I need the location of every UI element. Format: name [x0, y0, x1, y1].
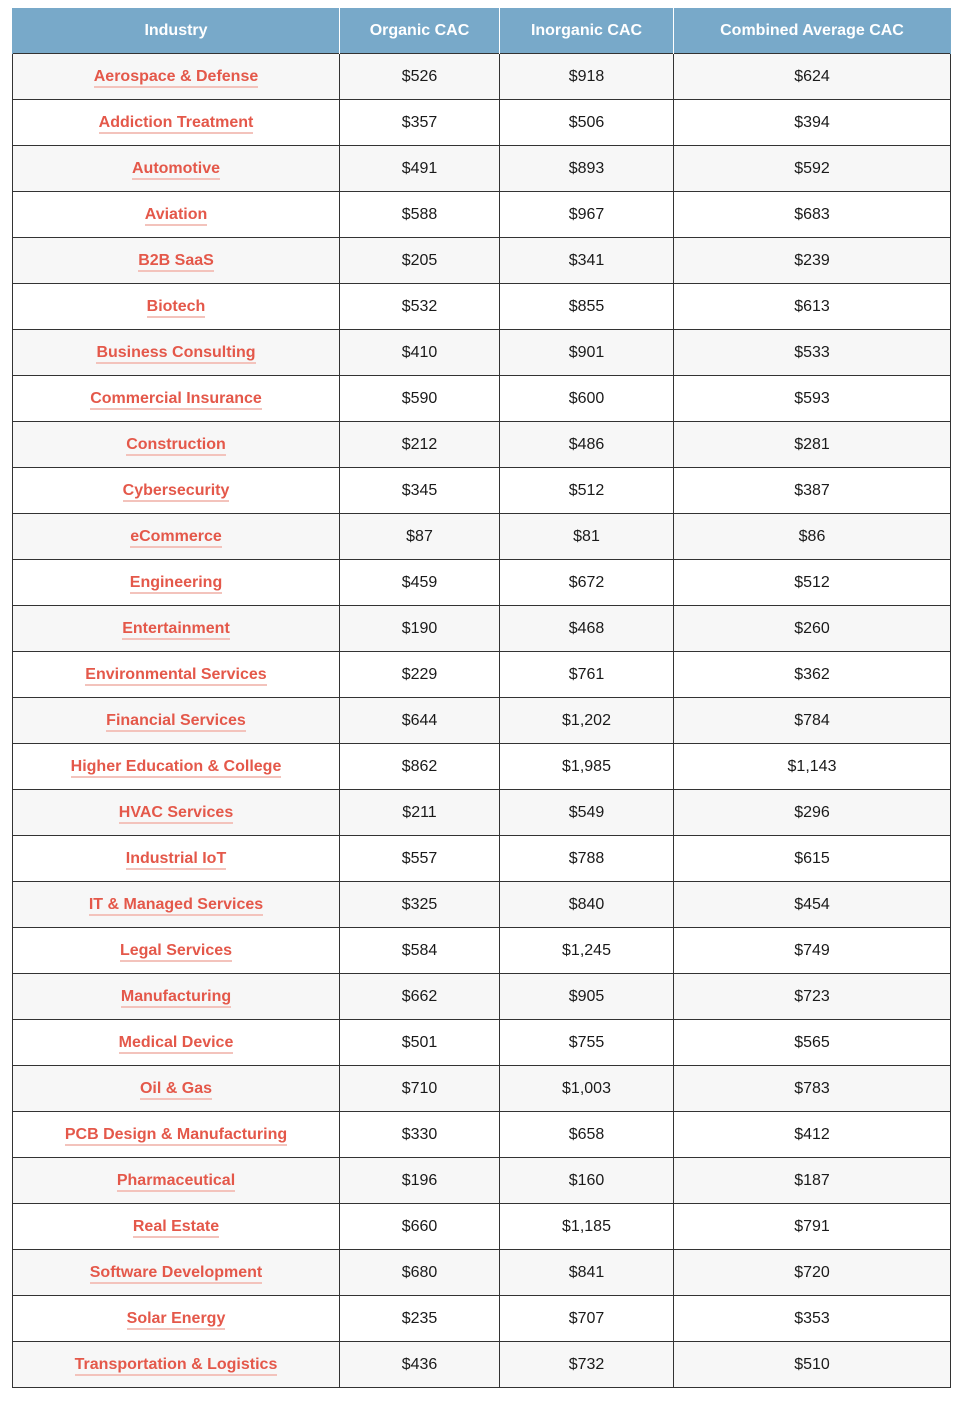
industry-cell [13, 100, 340, 146]
organic-cac-cell: $557 [340, 836, 500, 882]
combined-cac-cell: $783 [674, 1066, 951, 1112]
industry-link[interactable]: Commercial Insurance [90, 390, 262, 410]
industry-link[interactable]: Construction [126, 436, 226, 456]
industry-link[interactable]: Medical Device [119, 1034, 234, 1054]
inorganic-cac-cell: $341 [500, 238, 674, 284]
industry-link[interactable]: Entertainment [122, 620, 230, 640]
industry-cell [13, 790, 340, 836]
industry-cell [13, 882, 340, 928]
inorganic-cac-cell: $658 [500, 1112, 674, 1158]
industry-cell [13, 54, 340, 100]
organic-cac-cell: $590 [340, 376, 500, 422]
industry-link[interactable]: Biotech [147, 298, 206, 318]
organic-cac-cell: $211 [340, 790, 500, 836]
combined-cac-cell: $784 [674, 698, 951, 744]
industry-cell [13, 192, 340, 238]
inorganic-cac-cell: $707 [500, 1296, 674, 1342]
table-row [13, 1204, 951, 1250]
table-row [13, 1020, 951, 1066]
table-row [13, 468, 951, 514]
industry-link[interactable]: Financial Services [106, 712, 246, 732]
organic-cac-cell: $87 [340, 514, 500, 560]
organic-cac-cell: $235 [340, 1296, 500, 1342]
industry-cell [13, 376, 340, 422]
industry-cell [13, 1296, 340, 1342]
table-row [13, 560, 951, 606]
table-row [13, 1250, 951, 1296]
organic-cac-cell: $459 [340, 560, 500, 606]
combined-cac-cell: $387 [674, 468, 951, 514]
organic-cac-cell: $357 [340, 100, 500, 146]
inorganic-cac-cell: $160 [500, 1158, 674, 1204]
inorganic-cac-cell: $761 [500, 652, 674, 698]
inorganic-cac-cell: $1,985 [500, 744, 674, 790]
organic-cac-cell: $862 [340, 744, 500, 790]
industry-cell [13, 698, 340, 744]
industry-cell [13, 1020, 340, 1066]
industry-cell [13, 468, 340, 514]
inorganic-cac-cell: $901 [500, 330, 674, 376]
table-header [13, 8, 951, 54]
industry-link[interactable]: IT & Managed Services [89, 896, 263, 916]
combined-cac-cell: $412 [674, 1112, 951, 1158]
inorganic-cac-cell: $506 [500, 100, 674, 146]
combined-cac-cell: $510 [674, 1342, 951, 1388]
inorganic-cac-cell: $549 [500, 790, 674, 836]
combined-cac-cell: $1,143 [674, 744, 951, 790]
inorganic-cac-cell: $1,202 [500, 698, 674, 744]
industry-link[interactable]: Legal Services [120, 942, 232, 962]
combined-cac-cell: $749 [674, 928, 951, 974]
cac-table-container [12, 8, 950, 1388]
industry-link[interactable]: Real Estate [133, 1218, 219, 1238]
organic-cac-cell: $436 [340, 1342, 500, 1388]
combined-cac-cell: $565 [674, 1020, 951, 1066]
industry-link[interactable]: Oil & Gas [140, 1080, 212, 1100]
inorganic-cac-cell: $600 [500, 376, 674, 422]
header-organic-cac: Organic CAC [340, 8, 500, 54]
inorganic-cac-cell: $788 [500, 836, 674, 882]
industry-cell [13, 330, 340, 376]
table-row [13, 836, 951, 882]
organic-cac-cell: $345 [340, 468, 500, 514]
industry-link[interactable]: Environmental Services [85, 666, 266, 686]
inorganic-cac-cell: $81 [500, 514, 674, 560]
table-row [13, 238, 951, 284]
industry-cell [13, 928, 340, 974]
industry-cell [13, 974, 340, 1020]
combined-cac-cell: $239 [674, 238, 951, 284]
combined-cac-cell: $86 [674, 514, 951, 560]
industry-link[interactable]: Business Consulting [96, 344, 255, 364]
combined-cac-cell: $260 [674, 606, 951, 652]
industry-link[interactable]: Higher Education & College [71, 758, 282, 778]
table-row [13, 606, 951, 652]
industry-link[interactable]: B2B SaaS [138, 252, 214, 272]
table-row [13, 330, 951, 376]
inorganic-cac-cell: $918 [500, 54, 674, 100]
table-row [13, 192, 951, 238]
header-inorganic-cac: Inorganic CAC [500, 8, 674, 54]
industry-cell [13, 146, 340, 192]
industry-cell [13, 284, 340, 330]
table-row [13, 652, 951, 698]
industry-link[interactable]: Transportation & Logistics [75, 1356, 278, 1376]
industry-cell [13, 238, 340, 284]
industry-link[interactable]: Addiction Treatment [99, 114, 254, 134]
organic-cac-cell: $325 [340, 882, 500, 928]
industry-link[interactable]: Solar Energy [127, 1310, 226, 1330]
combined-cac-cell: $791 [674, 1204, 951, 1250]
industry-link[interactable]: Automotive [132, 160, 220, 180]
inorganic-cac-cell: $512 [500, 468, 674, 514]
table-row [13, 376, 951, 422]
inorganic-cac-cell: $841 [500, 1250, 674, 1296]
industry-link[interactable]: Engineering [130, 574, 222, 594]
organic-cac-cell: $644 [340, 698, 500, 744]
combined-cac-cell: $723 [674, 974, 951, 1020]
organic-cac-cell: $501 [340, 1020, 500, 1066]
industry-link[interactable]: PCB Design & Manufacturing [65, 1126, 287, 1146]
table-row [13, 744, 951, 790]
combined-cac-cell: $281 [674, 422, 951, 468]
organic-cac-cell: $196 [340, 1158, 500, 1204]
organic-cac-cell: $588 [340, 192, 500, 238]
table-row [13, 928, 951, 974]
table-row [13, 284, 951, 330]
industry-link[interactable]: Aviation [145, 206, 208, 226]
combined-cac-cell: $593 [674, 376, 951, 422]
industry-cell [13, 1158, 340, 1204]
table-row [13, 422, 951, 468]
combined-cac-cell: $533 [674, 330, 951, 376]
industry-cell [13, 836, 340, 882]
organic-cac-cell: $330 [340, 1112, 500, 1158]
industry-cell [13, 1342, 340, 1388]
table-row [13, 514, 951, 560]
organic-cac-cell: $212 [340, 422, 500, 468]
combined-cac-cell: $683 [674, 192, 951, 238]
organic-cac-cell: $491 [340, 146, 500, 192]
inorganic-cac-cell: $486 [500, 422, 674, 468]
header-industry: Industry [13, 8, 340, 54]
organic-cac-cell: $660 [340, 1204, 500, 1250]
inorganic-cac-cell: $468 [500, 606, 674, 652]
combined-cac-cell: $187 [674, 1158, 951, 1204]
inorganic-cac-cell: $1,245 [500, 928, 674, 974]
combined-cac-cell: $512 [674, 560, 951, 606]
industry-cell [13, 422, 340, 468]
organic-cac-cell: $205 [340, 238, 500, 284]
combined-cac-cell: $296 [674, 790, 951, 836]
organic-cac-cell: $526 [340, 54, 500, 100]
industry-cell [13, 1112, 340, 1158]
organic-cac-cell: $710 [340, 1066, 500, 1112]
industry-cell [13, 652, 340, 698]
inorganic-cac-cell: $855 [500, 284, 674, 330]
organic-cac-cell: $190 [340, 606, 500, 652]
industry-link[interactable]: Software Development [90, 1264, 262, 1284]
combined-cac-cell: $615 [674, 836, 951, 882]
table-row [13, 1158, 951, 1204]
inorganic-cac-cell: $893 [500, 146, 674, 192]
organic-cac-cell: $410 [340, 330, 500, 376]
industry-link[interactable]: Manufacturing [121, 988, 231, 1008]
table-body [13, 54, 951, 1388]
inorganic-cac-cell: $1,185 [500, 1204, 674, 1250]
combined-cac-cell: $362 [674, 652, 951, 698]
industry-link[interactable]: Pharmaceutical [117, 1172, 235, 1192]
combined-cac-cell: $613 [674, 284, 951, 330]
table-row [13, 790, 951, 836]
table-row [13, 882, 951, 928]
inorganic-cac-cell: $967 [500, 192, 674, 238]
organic-cac-cell: $229 [340, 652, 500, 698]
table-row [13, 100, 951, 146]
industry-cell [13, 560, 340, 606]
combined-cac-cell: $353 [674, 1296, 951, 1342]
industry-cell [13, 1204, 340, 1250]
combined-cac-cell: $720 [674, 1250, 951, 1296]
combined-cac-cell: $624 [674, 54, 951, 100]
organic-cac-cell: $532 [340, 284, 500, 330]
inorganic-cac-cell: $1,003 [500, 1066, 674, 1112]
inorganic-cac-cell: $840 [500, 882, 674, 928]
inorganic-cac-cell: $672 [500, 560, 674, 606]
inorganic-cac-cell: $905 [500, 974, 674, 1020]
combined-cac-cell: $592 [674, 146, 951, 192]
table-row [13, 1066, 951, 1112]
table-row [13, 146, 951, 192]
industry-link[interactable]: Industrial IoT [126, 850, 226, 870]
organic-cac-cell: $680 [340, 1250, 500, 1296]
table-row [13, 1296, 951, 1342]
table-row [13, 1112, 951, 1158]
combined-cac-cell: $394 [674, 100, 951, 146]
industry-link[interactable]: eCommerce [130, 528, 222, 548]
industry-link[interactable]: Aerospace & Defense [94, 68, 259, 88]
industry-cell [13, 1066, 340, 1112]
industry-cell [13, 514, 340, 560]
inorganic-cac-cell: $732 [500, 1342, 674, 1388]
header-row [13, 8, 951, 54]
table-row [13, 974, 951, 1020]
organic-cac-cell: $662 [340, 974, 500, 1020]
table-row [13, 698, 951, 744]
industry-link[interactable]: HVAC Services [119, 804, 233, 824]
industry-cell [13, 606, 340, 652]
table-row [13, 54, 951, 100]
table-row [13, 1342, 951, 1388]
inorganic-cac-cell: $755 [500, 1020, 674, 1066]
cac-table [12, 8, 951, 1388]
organic-cac-cell: $584 [340, 928, 500, 974]
industry-link[interactable]: Cybersecurity [123, 482, 230, 502]
header-combined-average-cac: Combined Average CAC [674, 8, 951, 54]
industry-cell [13, 1250, 340, 1296]
combined-cac-cell: $454 [674, 882, 951, 928]
industry-cell [13, 744, 340, 790]
